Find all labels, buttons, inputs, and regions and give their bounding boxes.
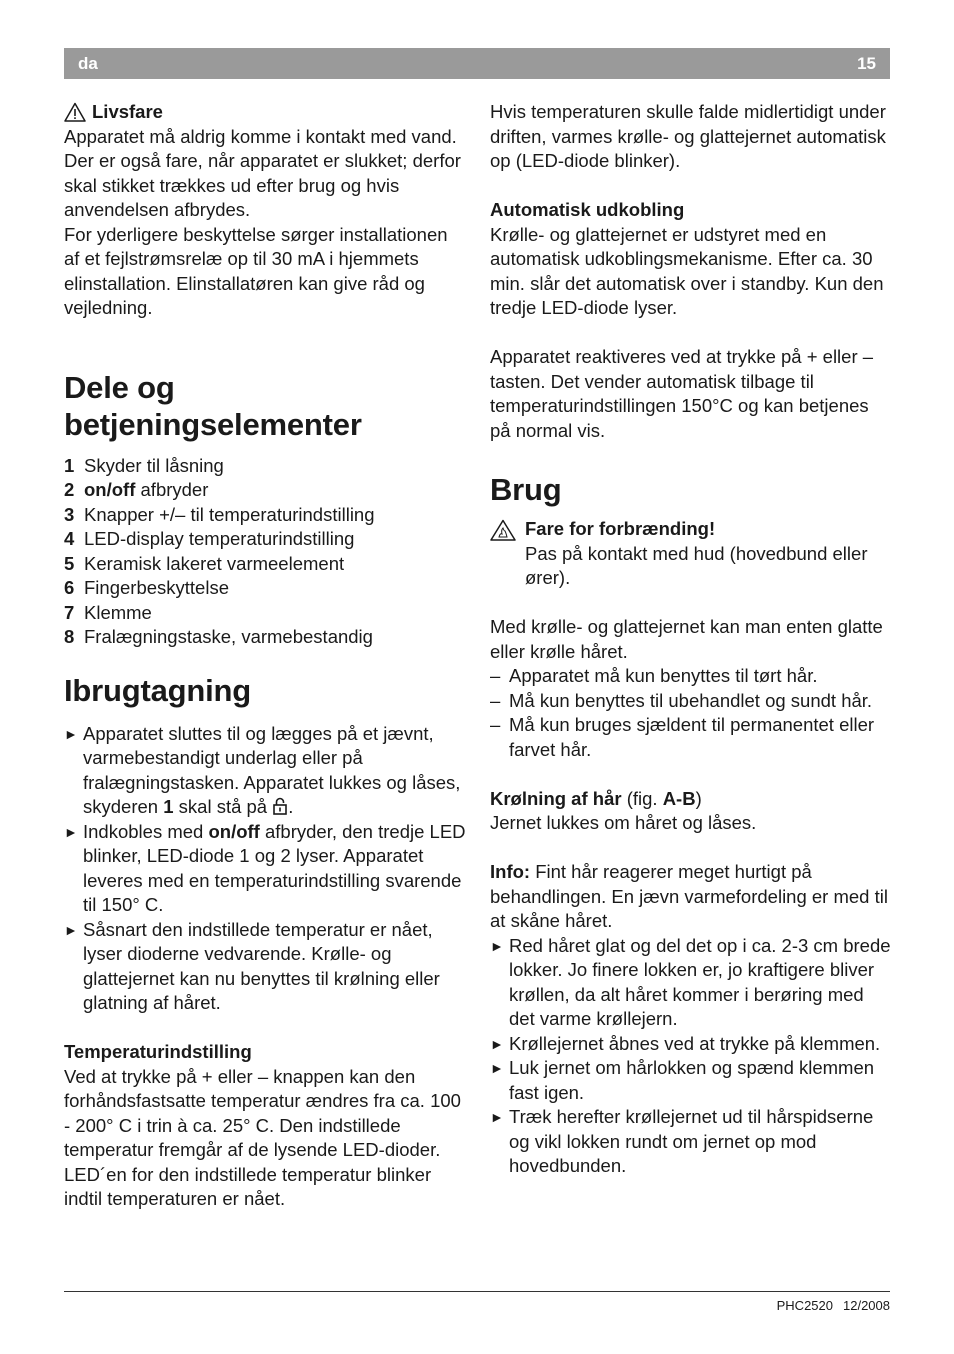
list-item: – Må kun bruges sjældent til permanentet eller farvet hår. — [490, 714, 875, 760]
arrow-icon: ► — [64, 823, 78, 840]
list-item: 7 Klemme — [64, 601, 152, 623]
arrow-icon: ► — [64, 725, 78, 742]
auto-udkobling-text-2: Apparatet reaktiveres ved at trykke på + eller – tasten. Det vender automatisk tilbage til temperaturindstillingen 150°C og kan betjenes på normal vis. — [490, 346, 874, 441]
ibrugtagning-steps — [64, 722, 466, 1016]
kroelning-steps — [490, 934, 892, 1179]
header-bar — [64, 48, 890, 79]
list-item: – Apparatet må kun benyttes til tørt hår. — [490, 665, 818, 686]
list-item: 2 on/off afbryder — [64, 479, 209, 500]
fare-title: Fare for forbrænding! — [490, 517, 892, 542]
livsfare-text-2: For yderligere beskyttelse sørger installationen af et fejlstrømsrelæ op til 30 mA i hjemmets elinstallation. Elinstallatøren kan give råd og vejledning. — [64, 223, 448, 318]
list-item: – Må kun benyttes til ubehandlet og sundt hår. — [490, 689, 873, 711]
list-item: 5 Keramisk lakeret varmeelement — [64, 552, 345, 574]
list-item: 1 Skyder til låsning — [64, 454, 224, 476]
arrow-icon: ► — [490, 1109, 504, 1125]
fare-text: Pas på kontakt med hud (hovedbund eller ører). — [525, 542, 868, 588]
arrow-icon: ► — [490, 1035, 504, 1052]
arrow-icon: ► — [64, 921, 78, 938]
list-item: ► Krøllejernet åbnes ved at trykke på klemmen. — [490, 1032, 892, 1057]
auto-udkobling-text-1: Krølle- og glattejernet er udstyret med en automatisk udkoblingsmekanisme. Efter ca. 30 min. slår det automatisk over i standby. Kun den tredje LED-diode lyser. — [490, 223, 884, 318]
footer-divider — [64, 1291, 890, 1292]
list-item: ► Træk herefter krøllejernet ud til hårspidserne og vikl lokken rundt om jernet op mod hovedbunden. — [490, 1105, 892, 1179]
dele-heading: Dele og betjeningselementer — [64, 369, 362, 442]
footer — [777, 1298, 890, 1313]
brug-heading: Brug — [490, 472, 562, 507]
left-column — [64, 100, 466, 1212]
list-item: 3 Knapper +/– til temperaturindstilling — [64, 503, 375, 525]
arrow-icon: ► — [490, 1060, 504, 1076]
list-item: ► Apparatet sluttes til og lægges på et jævnt, varmebestandigt underlag eller på fralægningstasken. Apparatet lukkes og låses, skyderen 1 skal stå på . — [64, 722, 466, 820]
brug-restrictions — [490, 664, 892, 762]
model-number: PHC2520 — [776, 1298, 833, 1313]
livsfare-title: Livsfare — [64, 100, 466, 125]
temperaturindstilling-text: Ved at trykke på + eller – knappen kan den forhåndsfastsatte temperatur ændres fra ca. 100 - 200° C i trin à ca. 25° C. Den indstillede temperatur fremgår af de lysende LED-dioder. LED´en for den indstillede temperatur blinker indtil temperaturen er nået. — [64, 1065, 461, 1209]
arrow-icon: ► — [490, 937, 504, 954]
parts-list — [64, 454, 466, 650]
warning-icon — [490, 519, 521, 539]
kroelning-title: Krølning af hår (fig. A-B) — [490, 787, 702, 809]
list-item: ► Luk jernet om hårlokken og spænd klemmen fast igen. — [490, 1056, 892, 1105]
list-item: 6 Fingerbeskyttelse — [64, 577, 229, 598]
page-number: 15 — [857, 54, 876, 73]
info-text: Info: Fint hår reagerer meget hurtigt på behandlingen. En jævn varmefordeling er med til at skåne håret. — [490, 861, 888, 931]
print-date: 12/2008 — [843, 1298, 890, 1313]
language-code: da — [78, 54, 98, 73]
temperaturindstilling-title: Temperaturindstilling — [64, 1041, 252, 1062]
list-item: ► Såsnart den indstillede temperatur er nået, lyser dioderne vedvarende. Krølle- og glattejernet kan nu benyttes til krølning eller glatning af håret. — [64, 918, 466, 1016]
brug-intro: Med krølle- og glattejernet kan man enten glatte eller krølle håret. — [490, 616, 883, 662]
livsfare-text-1: Apparatet må aldrig komme i kontakt med vand. Der er også fare, når apparatet er slukket; derfor skal stikket trækkes ud efter brug og hvis anvendelsen afbrydes. — [64, 125, 461, 220]
list-item: ► Red håret glat og del det op i ca. 2-3 cm brede lokker. Jo finere lokken er, jo kraftigere bliver krøllen, da alt håret kommer i berøring med det varme krøllejern. — [490, 934, 892, 1032]
ibrugtagning-heading: Ibrugtagning — [64, 672, 252, 708]
kroelning-text: Jernet lukkes om håret og låses. — [490, 812, 757, 833]
right-column — [490, 100, 892, 1179]
warning-icon — [64, 102, 88, 122]
list-item: 4 LED-display temperaturindstilling — [64, 528, 355, 549]
list-item: ► Indkobles med on/off afbryder, den tredje LED blinker, LED-diode 1 og 2 lyser. Apparatet leveres med en temperaturindstilling svarende til 150° C. — [64, 820, 466, 918]
temperature-drop-text: Hvis temperaturen skulle falde midlertidigt under driften, varmes krølle- og glattejernet automatisk op (LED-diode blinker). — [490, 101, 886, 171]
list-item: 8 Fralægningstaske, varmebestandig — [64, 626, 373, 647]
lock-open-icon — [273, 797, 287, 815]
auto-udkobling-title: Automatisk udkobling — [490, 199, 685, 220]
